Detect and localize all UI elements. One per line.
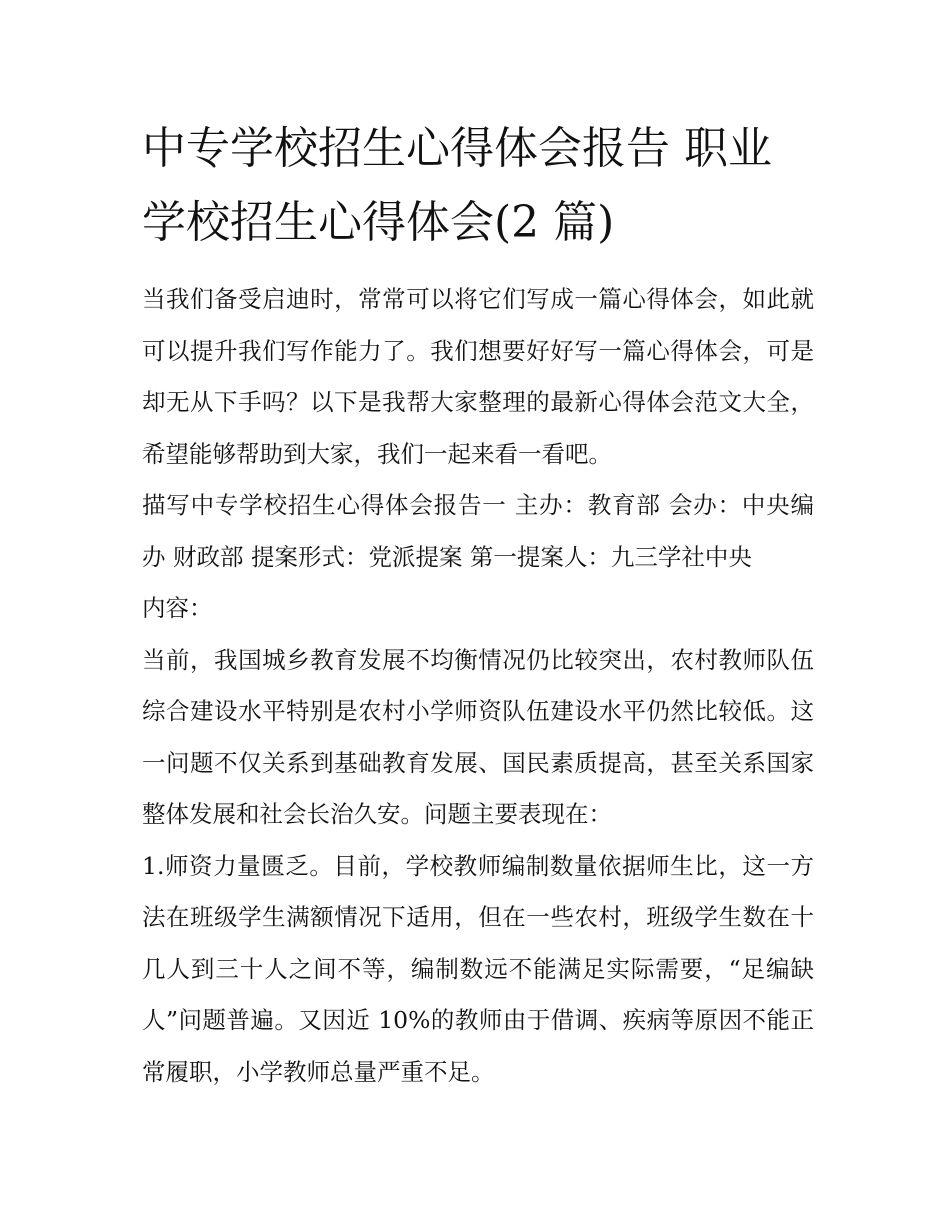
report-header-paragraph: 描写中专学校招生心得体会报告一 主办：教育部 会办：中央编办 财政部 提案形式：党派提案 第一提案人：九三学社中央 bbox=[142, 491, 814, 571]
content-label: 内容： bbox=[142, 594, 213, 622]
document-title: 中专学校招生心得体会报告 职业学校招生心得体会(2 篇) bbox=[142, 123, 772, 248]
background-paragraph: 当前，我国城乡教育发展不均衡情况仍比较突出，农村教师队伍综合建设水平特别是农村小学师资队伍建设水平仍然比较低。这一问题不仅关系到基础教育发展、国民素质提高，甚至关系国家整体发展和社会长治久安。问题主要表现在： bbox=[142, 645, 814, 828]
document-body bbox=[142, 112, 814, 1098]
intro-paragraph: 当我们备受启迪时，常常可以将它们写成一篇心得体会，如此就可以提升我们写作能力了。我们想要好好写一篇心得体会，可是却无从下手吗？以下是我帮大家整理的最新心得体会范文大全，希望能够帮助到大家，我们一起来看一看吧。 bbox=[142, 285, 814, 468]
issue-1-paragraph: 1.师资力量匮乏。目前，学校教师编制数量依据师生比，这一方法在班级学生满额情况下适用，但在一些农村，班级学生数在十几人到三十人之间不等，编制数远不能满足实际需要，“足编缺人”问题普遍。又因近 10%的教师由于借调、疾病等原因不能正常履职，小学教师总量严重不足。 bbox=[142, 851, 814, 1086]
